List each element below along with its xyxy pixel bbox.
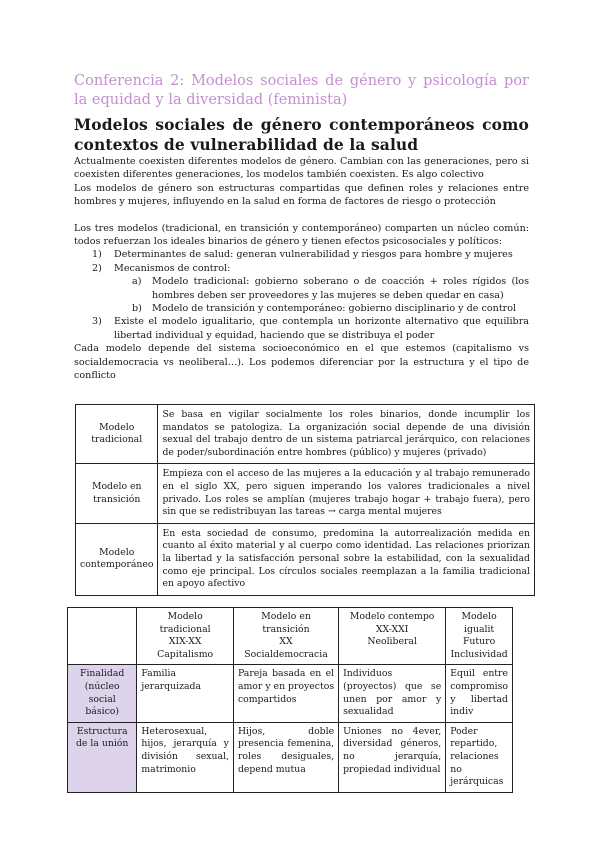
header-name: Modelo tradicional [159,611,211,635]
column-header [137,608,234,665]
table-cell: Poder repartido, relaciones no jerárquicas [446,722,513,792]
body-text [74,155,529,383]
table-cell: Familia jerarquizada [137,665,234,722]
conference-title: Conferencia 2: Modelos sociales de género y psicología por la equidad y la diversidad (feminista) [74,73,529,108]
sub-list [132,275,529,315]
row-label: Finalidad (núcleo social básico) [68,665,137,722]
sub-list-item [132,275,529,302]
list-item [92,262,529,275]
header-empty-cell [68,608,137,665]
row-label: Estructura de la unión [68,722,137,792]
paragraph: Los tres modelos (tradicional, en transición y contemporáneo) comparten un núcleo común: todos refuerzan los ideales binarios de género y tienen efectos psicosociales y políticos: [74,222,529,248]
header-name: Modelo contempo [349,611,435,622]
list-item [92,315,529,342]
table-header-row [68,608,513,665]
table-row [68,665,513,722]
header-system: Capitalismo [157,648,214,660]
table-row [76,464,535,523]
sub-list-letter: a) [132,276,142,288]
sub-list-letter: b) [132,303,142,315]
row-text: Empieza con el acceso de las mujeres a la educación y al trabajo remunerado en el siglo XX, pero siguen imperando los valores tradicionales a nivel privado. Los roles se amplían (mujeres trabajo hogar + trabajo fuera), pero sin que se redistribuyan las tareas → carga mental mujeres [158,464,535,523]
row-text: Se basa en vigilar socialmente los roles binarios, donde incumplir los mandatos se patologiza. La organización social depende de una división sexual del trabajo dentro de un sistema patriarcal jerárquico, con relaciones de poder/subordinación entre hombres (público) y mujeres (privado) [158,405,535,464]
sub-list-text: Modelo tradicional: gobierno soberano o de coacción + roles rígidos (los hombres deben ser proveedores y las mujeres se deben quedar en casa) [152,276,529,301]
sub-list-item [132,302,529,315]
list-text: Existe el modelo igualitario, que contempla un horizonte alternativo que equilibra libertad individual y equidad, haciendo que se distribuya el poder [114,316,529,341]
row-text: En esta sociedad de consumo, predomina la autorrealización medida en cuanto al éxito material y al cuerpo como identidad. Las relaciones priorizan la libertad y la satisfacción personal sobre la estabilidad, con la sexualidad como eje principal. Los círculos sociales reemplazan a la familia tradicional en apoyo afectivo [158,523,535,595]
paragraph: Cada modelo depende del sistema socioeconómico en el que estemos (capitalismo vs socialdemocracia vs neoliberal…). Los podemos diferenciar por la estructura y el tipo de conflicto [74,343,529,382]
table-cell: Uniones no 4ever, diversidad géneros, no jerarquía, propiedad individual [339,722,446,792]
table-cell: Equil entre compromiso y libertad indiv [446,665,513,722]
row-label: Modelo tradicional [76,405,158,464]
table-row [76,405,535,464]
row-label: Modelo contemporáneo [76,523,158,595]
header-system: Neoliberal [367,636,417,648]
header-period: XX [279,636,293,648]
list-text: Mecanismos de control: [114,262,231,274]
header-period: XX-XXI [375,623,409,635]
header-period: XIX-XX [168,636,202,648]
row-label: Modelo en transición [76,464,158,523]
header-name: Modelo igualit [461,611,497,635]
header-period: Futuro [462,636,496,648]
list-number: 3) [92,316,102,328]
header-system: Inclusividad [450,648,508,660]
column-header [233,608,338,665]
table-cell: Individuos (proyectos) que se unen por amor y sexualidad [339,665,446,722]
models-comparison-table [67,607,513,793]
table-cell: Heterosexual, hijos, jerarquía y división sexual, matrimonio [137,722,234,792]
paragraph: Actualmente coexisten diferentes modelos de género. Cambian con las generaciones, pero si coexisten diferentes generaciones, los modelos también coexisten. Es algo colectivo [74,156,529,181]
table-cell: Hijos, doble presencia femenina, roles desiguales, depend mutua [233,722,338,792]
numbered-list [92,248,529,342]
table-row [68,722,513,792]
section-title: Modelos sociales de género contemporáneos como contextos de vulnerabilidad de la salud [74,115,529,154]
list-number: 1) [92,249,102,261]
models-description-table [75,404,535,596]
list-text: Determinantes de salud: generan vulnerabilidad y riesgos para hombre y mujeres [114,249,513,261]
table-cell: Pareja basada en el amor y en proyectos compartidos [233,665,338,722]
column-header [339,608,446,665]
list-item [92,248,529,261]
column-header [446,608,513,665]
paragraph: Los modelos de género son estructuras compartidas que definen roles y relaciones entre hombres y mujeres, influyendo en la salud en forma de factores de riesgo o protección [74,182,529,208]
header-name: Modelo en transición [261,611,311,635]
list-number: 2) [92,262,102,274]
table-row [76,523,535,595]
sub-list-text: Modelo de transición y contemporáneo: gobierno disciplinario y de control [152,303,517,315]
header-system: Socialdemocracia [244,648,328,660]
